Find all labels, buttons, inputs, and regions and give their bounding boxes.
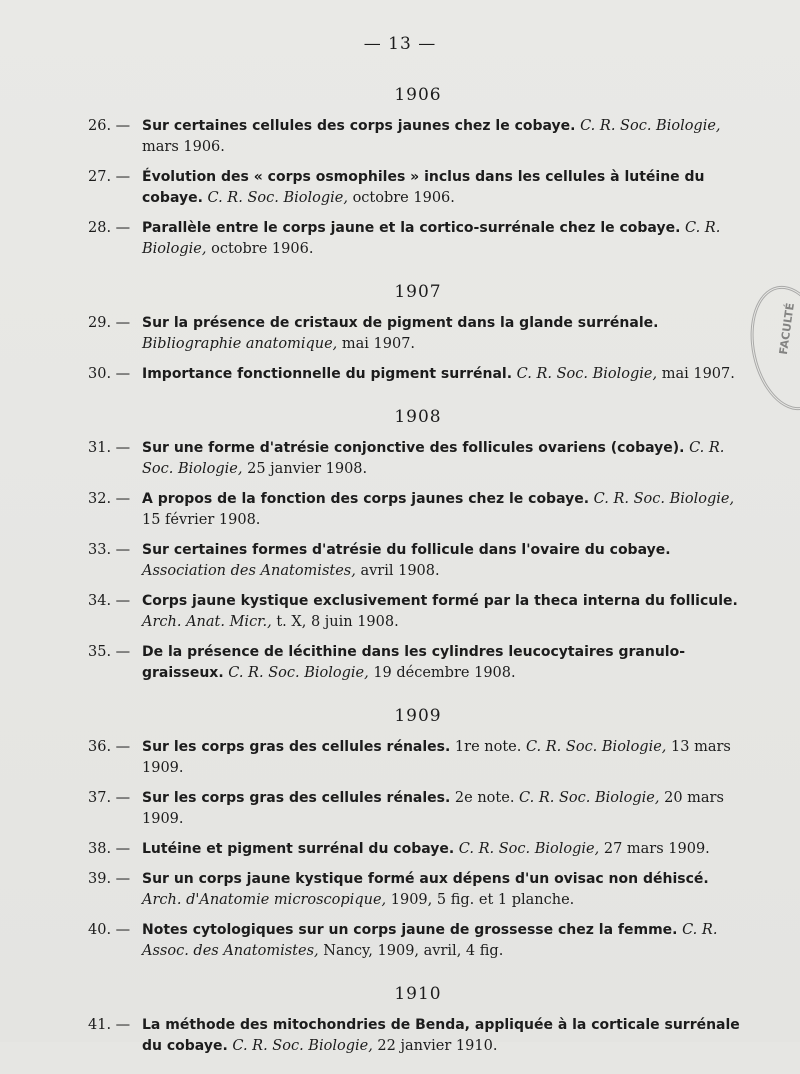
entry-title: Lutéine et pigment surrénal du cobaye. [142,841,455,857]
entry-citation: Association des Anatomistes, [142,563,356,579]
bibliography-entry [88,167,748,209]
entry-date: 27 mars 1909. [603,841,710,857]
entry-number: 31. — [88,440,131,456]
entry-title: Sur les corps gras des cellules rénales. [142,790,451,806]
bibliography-entry [88,591,748,633]
entry-date: 13 mars 1909. [142,739,731,776]
entry-citation: C. R. Soc. Biologie, [525,739,667,755]
entry-citation: C. R. Assoc. des Anatomistes, [142,922,718,959]
entry-date: Nancy, 1909, avril, 4 fig. [323,943,504,959]
entry-citation: C. R. Soc. Biologie, [516,366,658,382]
bibliography-entry [88,364,748,385]
entry-number: 32. — [88,491,131,507]
year-heading: 1906 [394,85,442,105]
library-stamp [740,278,800,417]
entry-date: octobre 1906. [352,190,455,206]
entry-citation: C. R. Soc. Biologie, [232,1038,373,1054]
entry-number: 41. — [88,1017,131,1033]
bibliography-entry [88,869,748,911]
entry-number: 37. — [88,790,131,806]
entry-date: 22 janvier 1910. [377,1038,498,1054]
bibliography-entry [88,218,748,260]
entry-date: mars 1906. [142,139,225,155]
bibliography-entry [88,839,748,860]
entry-date: 25 janvier 1908. [247,461,368,477]
entry-number: 27. — [88,169,131,185]
entry-title: La méthode des mitochondries de Benda, appliquée à la corticale surrénale du cobaye. [142,1017,740,1054]
entry-date: mai 1907. [661,366,735,382]
entry-number: 33. — [88,542,131,558]
entry-title: De la présence de lécithine dans les cylindres leucocytaires granulo-graisseux. [142,644,686,681]
entry-date: avril 1908. [360,563,440,579]
entry-number: 29. — [88,315,131,331]
entry-number: 26. — [88,118,131,134]
entry-date: octobre 1906. [211,241,314,257]
entry-title: Importance fonctionnelle du pigment surrénal. [142,366,513,382]
bibliography-entry [88,1015,748,1057]
bibliography-entry [88,920,748,962]
entry-citation: C. R. Biologie, [142,220,721,257]
bibliography-entry [88,489,748,531]
entry-date: t. X, 8 juin 1908. [276,614,399,630]
bibliography-entry [88,540,748,582]
bibliography-entry [88,438,748,480]
entry-title: Évolution des « corps osmophiles » inclus dans les cellules à lutéine du cobaye. [142,169,705,206]
entry-number: 35. — [88,644,131,660]
entry-title: Sur certaines cellules des corps jaunes chez le cobaye. [142,118,576,134]
stamp-text: FACULTÉ [776,302,797,356]
entry-title: Notes cytologiques sur un corps jaune de grossesse chez la femme. [142,922,678,938]
entry-citation: C. R. Soc. Biologie, [207,190,348,206]
year-heading: 1908 [394,407,442,427]
year-heading: 1907 [394,282,442,302]
entry-citation: C. R. Soc. Biologie, [593,491,735,507]
entry-number: 38. — [88,841,131,857]
entry-citation: C. R. Soc. Biologie, [228,665,369,681]
entry-title: A propos de la fonction des corps jaunes chez le cobaye. [142,491,590,507]
entry-number: 39. — [88,871,131,887]
bibliography-entry [88,116,748,158]
entry-title: Sur certaines formes d'atrésie du follicule dans l'ovaire du cobaye. [142,542,671,558]
entry-number: 40. — [88,922,131,938]
year-heading: 1910 [394,984,442,1004]
bibliography-list [88,80,748,1074]
entry-citation: Arch. Anat. Micr., [142,614,272,630]
page-number: — 13 — [363,34,437,54]
entry-date: mai 1907. [341,336,416,352]
entry-citation: Arch. d'Anatomie microscopique, [142,892,387,908]
entry-number: 36. — [88,739,131,755]
year-heading: 1909 [394,706,442,726]
entry-date: 20 mars 1909. [142,790,724,827]
entry-date: 15 février 1908. [142,512,261,528]
entry-title: Sur la présence de cristaux de pigment dans la glande surrénale. [142,315,659,331]
entry-citation: Bibliographie anatomique, [142,336,338,352]
bibliography-entry [88,642,748,684]
entry-title: Sur une forme d'atrésie conjonctive des follicules ovariens (cobaye). [142,440,685,456]
entry-citation: C. R. Soc. Biologie, [458,841,600,857]
entry-title: Parallèle entre le corps jaune et la cortico-surrénale chez le cobaye. [142,220,681,236]
bibliography-entry [88,313,748,355]
entry-title: Corps jaune kystique exclusivement formé par la theca interna du follicule. [142,593,738,609]
entry-citation: C. R. Soc. Biologie, [519,790,660,806]
entry-note: 1re note. [454,739,522,755]
bibliography-entry [88,737,748,779]
entry-number: 28. — [88,220,131,236]
entry-date: 19 décembre 1908. [373,665,516,681]
bibliography-entry [88,788,748,830]
entry-citation: C. R. Soc. Biologie, [142,440,725,477]
entry-title: Sur les corps gras des cellules rénales. [142,739,451,755]
entry-title: Sur un corps jaune kystique formé aux dépens d'un ovisac non déhiscé. [142,871,709,887]
entry-citation: C. R. Soc. Biologie, [580,118,721,134]
entry-note: 2e note. [454,790,515,806]
entry-number: 30. — [88,366,131,382]
entry-number: 34. — [88,593,131,609]
entry-date: 1909, 5 fig. et 1 planche. [390,892,575,908]
